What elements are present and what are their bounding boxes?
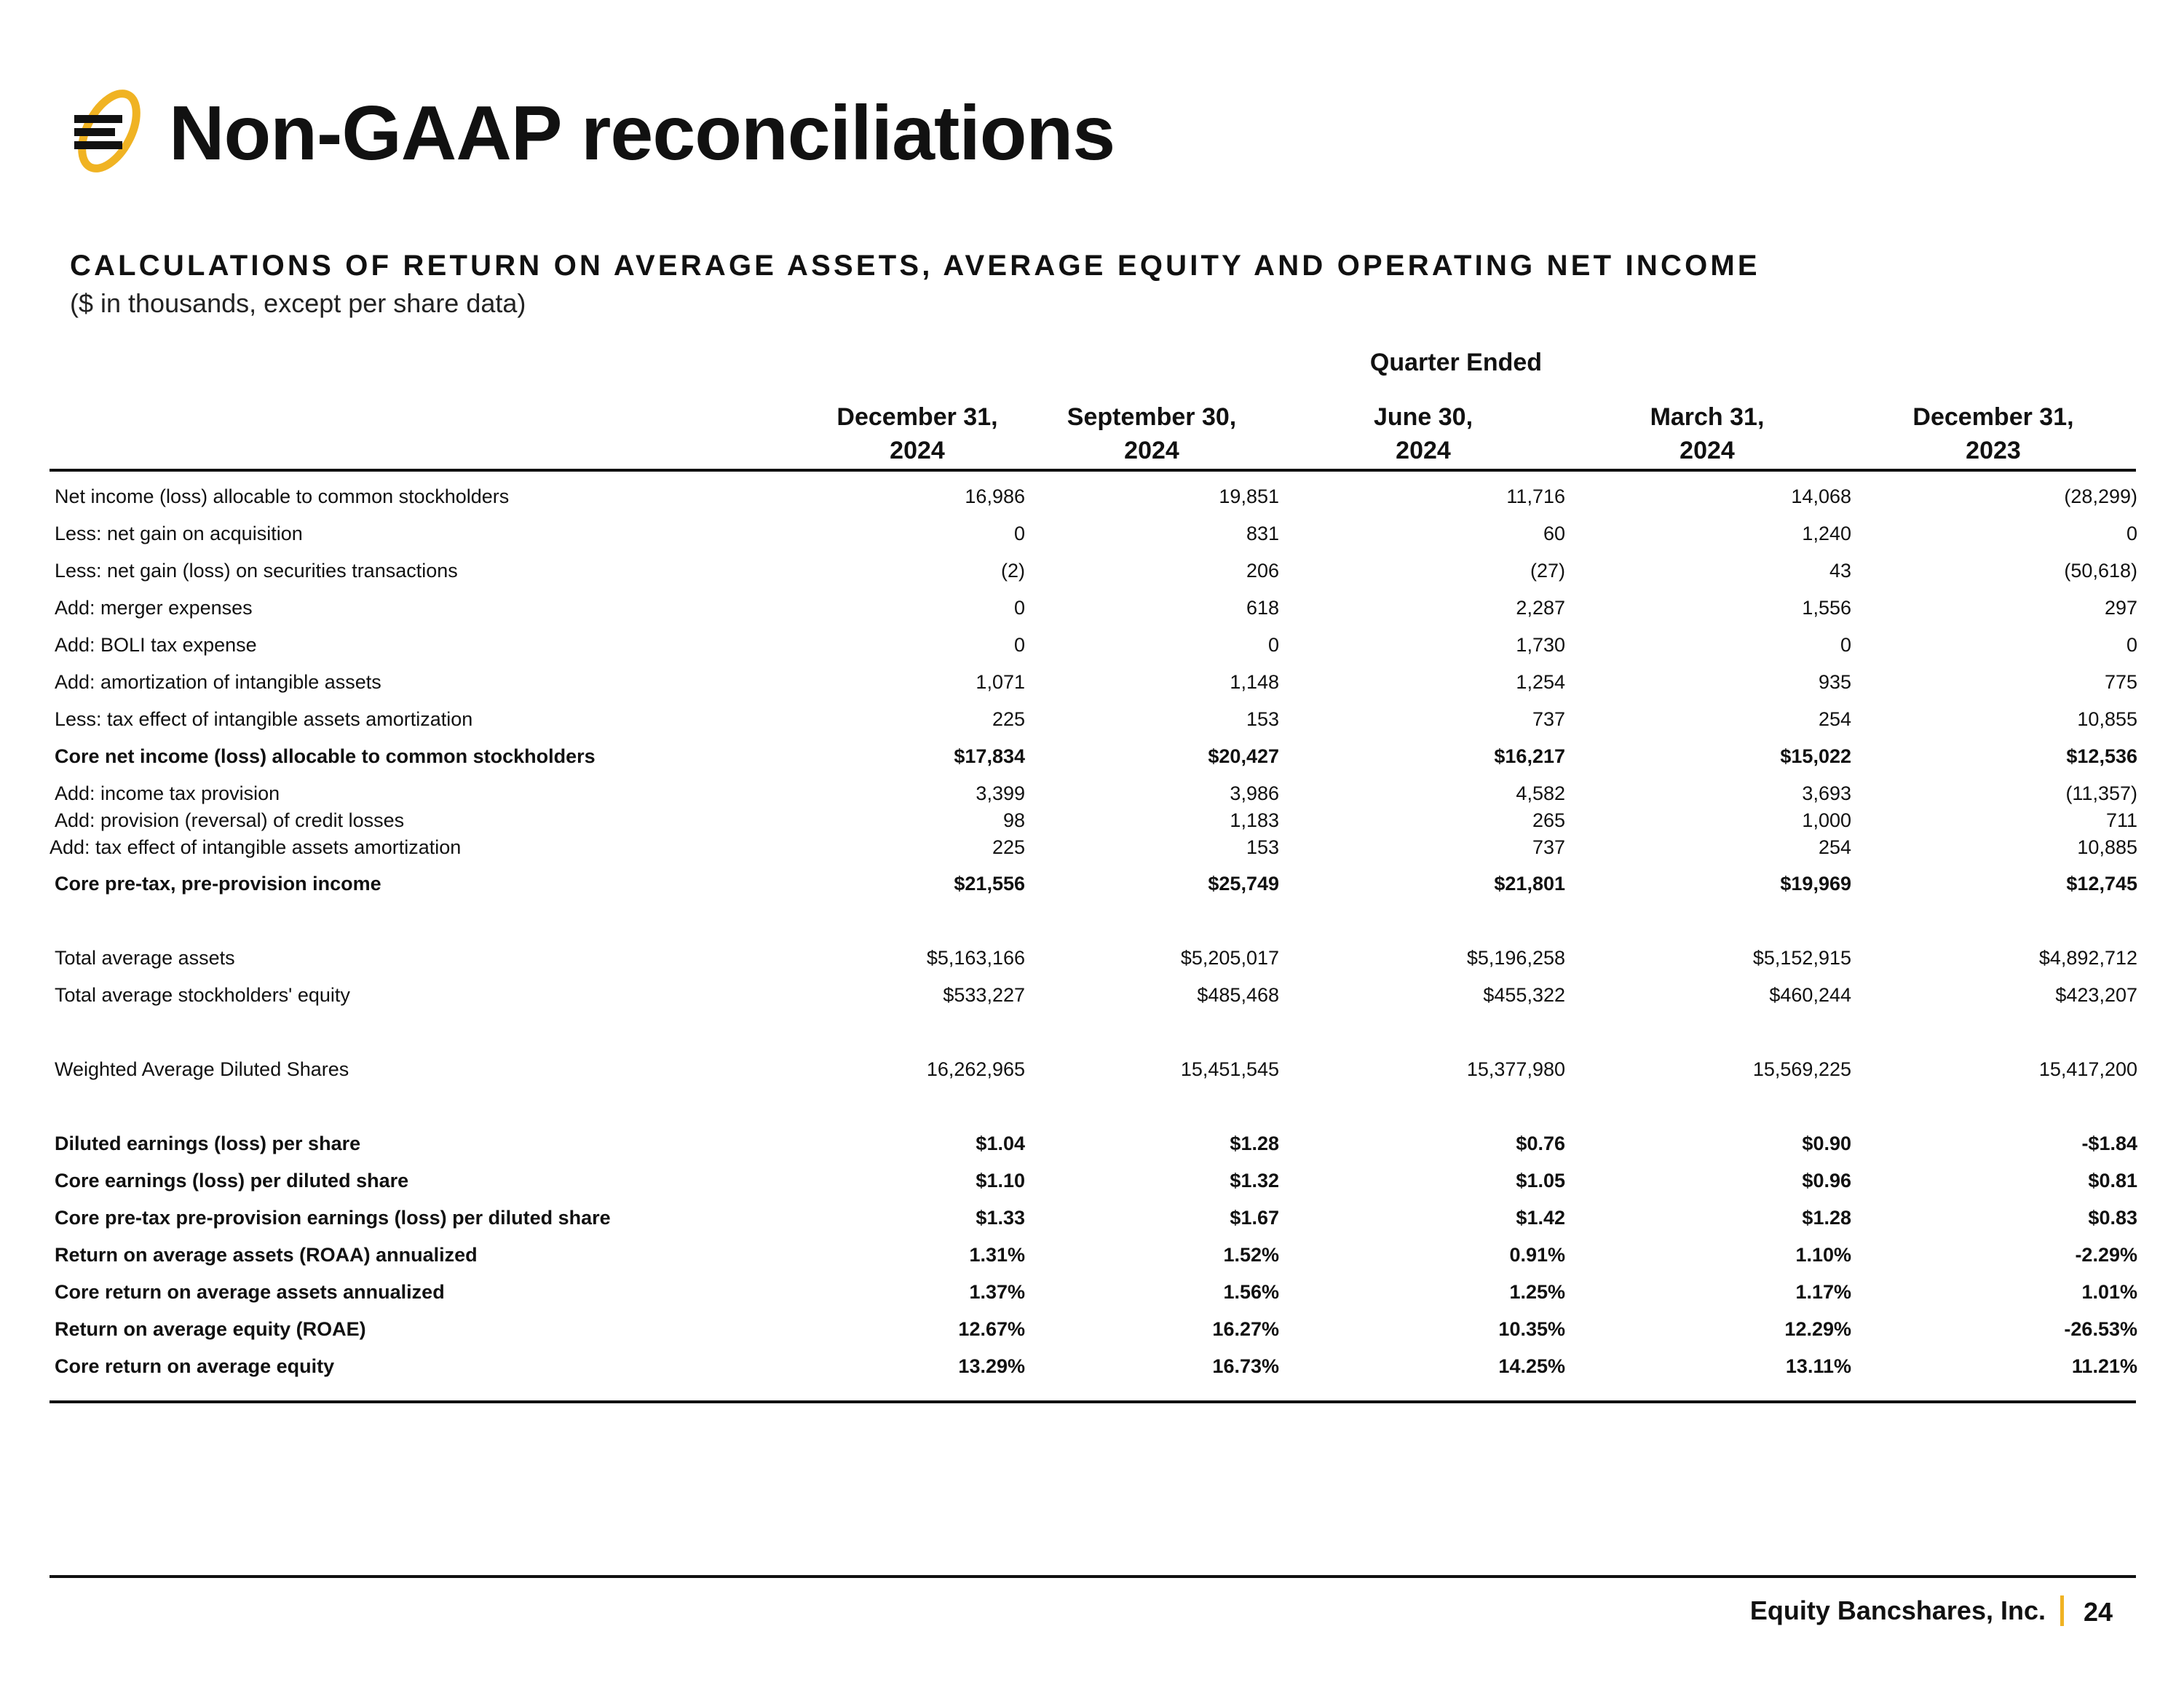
table-cell: 3,693 (1802, 782, 1851, 804)
table-cell: 15,377,980 (1466, 1058, 1565, 1080)
column-header-dec-2024 (808, 400, 1026, 467)
table-cell: 16,986 (965, 485, 1025, 507)
table-cell: 10,885 (2077, 836, 2137, 858)
column-header-line1: March 31, (1650, 403, 1765, 431)
column-header-line2: 2024 (1124, 437, 1179, 464)
row-label: Return on average equity (ROAE) (55, 1318, 366, 1340)
table-cell: 1.56% (1223, 1281, 1279, 1303)
table-cell: $5,152,915 (1752, 947, 1851, 969)
table-cell: 1.52% (1223, 1244, 1279, 1266)
table-cell: $16,217 (1494, 745, 1565, 767)
table-cell: 14,068 (1791, 485, 1851, 507)
table-cell: $0.90 (1802, 1133, 1851, 1154)
table-cell: 831 (1246, 523, 1279, 544)
row-label: Add: merger expenses (55, 597, 253, 619)
table-cell: $455,322 (1483, 984, 1565, 1006)
table-cell: $21,801 (1494, 873, 1565, 895)
table-cell: 15,451,545 (1180, 1058, 1279, 1080)
table-cell: (27) (1530, 560, 1565, 582)
table-cell: 4,582 (1516, 782, 1565, 804)
table-cell: 14.25% (1498, 1355, 1565, 1377)
table-cell: $0.81 (2088, 1170, 2137, 1192)
table-cell: 19,851 (1219, 485, 1279, 507)
row-label: Core pre-tax, pre-provision income (55, 873, 381, 895)
row-label: Less: net gain on acquisition (55, 523, 303, 544)
row-label: Less: net gain (loss) on securities transactions (55, 560, 458, 582)
table-cell: 1,000 (1802, 809, 1851, 831)
table-cell: 3,399 (976, 782, 1025, 804)
row-label: Diluted earnings (loss) per share (55, 1133, 361, 1154)
table-cell: $20,427 (1208, 745, 1279, 767)
table-cell: $5,196,258 (1466, 947, 1565, 969)
table-cell: 1,254 (1516, 671, 1565, 693)
table-cell: 297 (2104, 597, 2137, 619)
table-cell: 2,287 (1516, 597, 1565, 619)
table-cell: 711 (2105, 809, 2137, 831)
table-cell: 10,855 (2077, 708, 2137, 730)
table-cell: $25,749 (1208, 873, 1279, 895)
table-cell: 737 (1532, 836, 1565, 858)
table-cell: 15,417,200 (2038, 1058, 2137, 1080)
row-label: Add: BOLI tax expense (55, 634, 257, 656)
table-cell: 0 (1267, 634, 1279, 656)
table-cell: $1.04 (976, 1133, 1025, 1154)
table-cell: 10.35% (1498, 1318, 1565, 1340)
table-cell: 15,569,225 (1752, 1058, 1851, 1080)
table-cell: 0.91% (1509, 1244, 1565, 1266)
page-title: Non-GAAP reconciliations (169, 90, 1115, 176)
row-label: Add: amortization of intangible assets (55, 671, 381, 693)
table-cell: 0 (1013, 634, 1025, 656)
table-cell: 775 (2104, 671, 2137, 693)
page-number: 24 (2084, 1597, 2113, 1627)
table-cell: $21,556 (954, 873, 1025, 895)
table-cell: $17,834 (954, 745, 1025, 767)
column-header-line2: 2024 (890, 437, 945, 464)
footer-divider (2060, 1595, 2064, 1626)
table-bottom-rule (50, 1400, 2136, 1403)
row-label: Less: tax effect of intangible assets amortization (55, 708, 473, 730)
column-header-line1: December 31, (1912, 403, 2074, 431)
table-cell: 1,730 (1516, 634, 1565, 656)
row-label: Net income (loss) allocable to common stockholders (55, 485, 510, 507)
table-cell: 737 (1532, 708, 1565, 730)
table-cell: 254 (1818, 836, 1851, 858)
table-cell: (11,357) (2065, 782, 2137, 804)
table-cell: 12.67% (958, 1318, 1025, 1340)
row-label: Add: tax effect of intangible assets amortization (50, 836, 462, 858)
table-cell: 0 (2126, 634, 2137, 656)
table-cell: $1.33 (976, 1207, 1025, 1229)
column-header-mar-2024 (1598, 400, 1816, 467)
table-cell: 225 (992, 708, 1025, 730)
table-cell: 254 (1818, 708, 1851, 730)
table-cell: $4,892,712 (2038, 947, 2137, 969)
table-cell: 206 (1246, 560, 1279, 582)
table-cell: 618 (1246, 597, 1279, 619)
section-heading: CALCULATIONS OF RETURN ON AVERAGE ASSETS, AVERAGE EQUITY AND OPERATING NET INCOME (70, 250, 1760, 282)
table-cell: 11.21% (2071, 1355, 2137, 1377)
table-cell: 153 (1246, 708, 1279, 730)
column-header-line2: 2024 (1679, 437, 1735, 464)
column-header-line2: 2023 (1966, 437, 2021, 464)
table-cell: 225 (992, 836, 1025, 858)
table-cell: $15,022 (1780, 745, 1851, 767)
table-cell: 0 (2126, 523, 2137, 544)
column-header-dec-2023 (1884, 400, 2102, 467)
table-cell: -2.29% (2075, 1244, 2137, 1266)
table-cell: 1,556 (1802, 597, 1851, 619)
header-rule (50, 469, 2136, 472)
row-label: Return on average assets (ROAA) annualized (55, 1244, 478, 1266)
column-header-line1: December 31, (836, 403, 998, 431)
table-cell: 13.29% (958, 1355, 1025, 1377)
table-cell: $0.96 (1802, 1170, 1851, 1192)
table-cell: $460,244 (1769, 984, 1851, 1006)
table-cell: $533,227 (943, 984, 1025, 1006)
table-cell: 1.17% (1795, 1281, 1851, 1303)
column-header-jun-2024 (1314, 400, 1532, 467)
row-label: Total average stockholders' equity (55, 984, 350, 1006)
table-cell: $1.42 (1516, 1207, 1565, 1229)
table-cell: 3,986 (1230, 782, 1279, 804)
table-cell: (28,299) (2064, 485, 2137, 507)
table-cell: (50,618) (2064, 560, 2137, 582)
table-cell: $1.05 (1516, 1170, 1565, 1192)
table-cell: 1,071 (976, 671, 1025, 693)
table-cell: 1,183 (1230, 809, 1279, 831)
table-cell: 935 (1818, 671, 1851, 693)
table-cell: 1,148 (1230, 671, 1279, 693)
column-header-line1: June 30, (1373, 403, 1473, 431)
table-cell: $1.32 (1230, 1170, 1279, 1192)
row-label: Core earnings (loss) per diluted share (55, 1170, 409, 1192)
column-header-line1: September 30, (1067, 403, 1237, 431)
row-label: Weighted Average Diluted Shares (55, 1058, 349, 1080)
table-cell: 16,262,965 (926, 1058, 1025, 1080)
row-label: Add: provision (reversal) of credit losses (55, 809, 405, 831)
table-cell: 43 (1829, 560, 1851, 582)
section-subtitle: ($ in thousands, except per share data) (70, 288, 526, 318)
row-label: Core pre-tax pre-provision earnings (loss) per diluted share (55, 1207, 611, 1229)
table-cell: 60 (1543, 523, 1565, 544)
table-cell: 1.37% (969, 1281, 1025, 1303)
table-cell: $5,205,017 (1180, 947, 1279, 969)
table-cell: 1.31% (969, 1244, 1025, 1266)
table-cell: $1.10 (976, 1170, 1025, 1192)
table-cell: 0 (1013, 597, 1025, 619)
table-cell: 12.29% (1784, 1318, 1851, 1340)
table-cell: 0 (1013, 523, 1025, 544)
table-cell: $5,163,166 (926, 947, 1025, 969)
table-cell: 153 (1246, 836, 1279, 858)
table-cell: $0.76 (1516, 1133, 1565, 1154)
table-cell: $1.28 (1230, 1133, 1279, 1154)
column-header-sep-2024 (1042, 400, 1261, 467)
table-cell: -26.53% (2064, 1318, 2137, 1340)
table-cell: 98 (1002, 809, 1025, 831)
quarter-ended-header: Quarter Ended (1369, 349, 1543, 376)
table-cell: 0 (1840, 634, 1851, 656)
table-cell: $1.28 (1802, 1207, 1851, 1229)
table-cell: 1.01% (2081, 1281, 2137, 1303)
footer-company-name: Equity Bancshares, Inc. (1749, 1595, 2046, 1625)
row-label: Add: income tax provision (55, 782, 280, 804)
table-cell: $485,468 (1197, 984, 1279, 1006)
row-label: Total average assets (55, 947, 235, 969)
table-cell: 11,716 (1506, 485, 1565, 507)
table-cell: $423,207 (2055, 984, 2137, 1006)
footer-rule (50, 1575, 2136, 1578)
table-cell: $19,969 (1780, 873, 1851, 895)
column-header-line2: 2024 (1396, 437, 1451, 464)
table-cell: 13.11% (1785, 1355, 1851, 1377)
table-cell: $12,536 (2066, 745, 2137, 767)
table-cell: 265 (1532, 809, 1565, 831)
table-cell: 16.73% (1212, 1355, 1279, 1377)
row-label: Core net income (loss) allocable to common stockholders (55, 745, 596, 767)
row-label: Core return on average equity (55, 1355, 335, 1377)
table-cell: $12,745 (2066, 873, 2137, 895)
table-cell: 1,240 (1802, 523, 1851, 544)
table-cell: 1.25% (1509, 1281, 1565, 1303)
row-label: Core return on average assets annualized (55, 1281, 445, 1303)
table-cell: -$1.84 (2081, 1133, 2137, 1154)
table-cell: 1.10% (1795, 1244, 1851, 1266)
table-cell: (2) (1001, 560, 1025, 582)
table-cell: $1.67 (1230, 1207, 1279, 1229)
table-cell: $0.83 (2088, 1207, 2137, 1229)
table-cell: 16.27% (1212, 1318, 1279, 1340)
company-logo (70, 86, 146, 175)
